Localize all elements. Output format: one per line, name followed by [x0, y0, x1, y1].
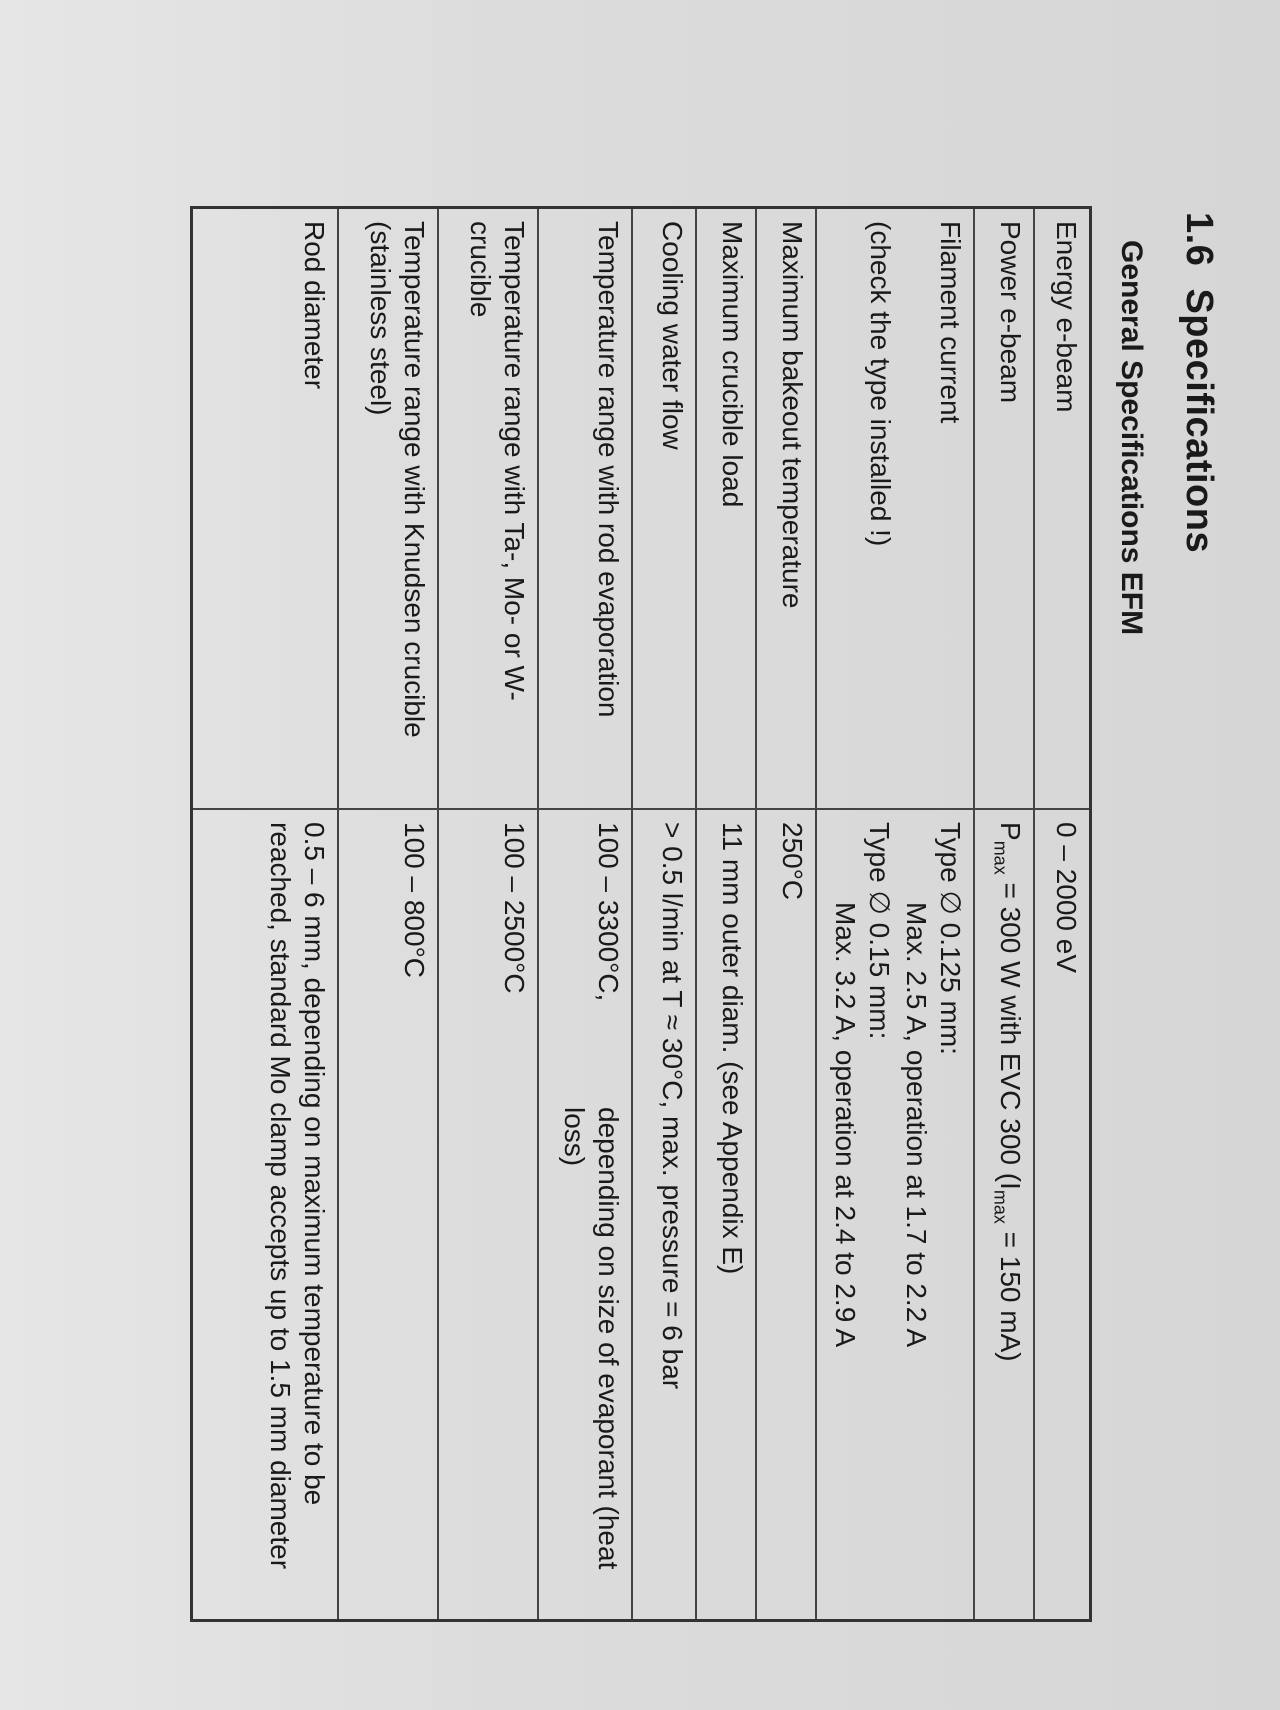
table-row	[338, 208, 438, 1621]
section-number: 1.6	[1178, 212, 1220, 267]
row-value	[974, 809, 1034, 1621]
table-row	[756, 208, 816, 1621]
table-row	[538, 208, 632, 1621]
row-label: Temperature range with rod evaporation	[538, 208, 632, 810]
rod-temp-range: 100 – 3300°C,	[593, 822, 624, 1002]
specifications-table	[190, 206, 1092, 1622]
filament-type-1: Type ∅ 0.125 mm:	[935, 822, 966, 1055]
row-label: Temperature range with Knudsen crucible (stainless steel)	[338, 208, 438, 810]
row-label: Maximum bakeout temperature	[756, 208, 816, 810]
filament-note: (check the type installed !)	[865, 221, 897, 547]
table-title: General Specifications EFM	[1115, 240, 1148, 636]
rod-temp-note: depending on size of evaporant (heat loss)	[559, 1107, 624, 1570]
row-value: 11 mm outer diam. (see Appendix E)	[696, 809, 756, 1621]
row-value: 250°C	[756, 809, 816, 1621]
filament-label: Filament current	[935, 221, 966, 424]
row-label	[816, 208, 974, 810]
row-label: Maximum crucible load	[696, 208, 756, 810]
table-row	[696, 208, 756, 1621]
value-subscript: max	[990, 840, 1011, 875]
row-value: 0.5 – 6 mm, depending on maximum temperature to be reached, standard Mo clamp accepts up to 1.5 mm diameter	[192, 809, 339, 1621]
value-part: = 300 W with EVC 300 (I	[995, 874, 1026, 1190]
row-label: Energy e-beam	[1034, 208, 1091, 810]
table-row	[192, 208, 339, 1621]
row-label: Power e-beam	[974, 208, 1034, 810]
table-row	[438, 208, 538, 1621]
value-part: = 150 mA)	[995, 1223, 1026, 1362]
row-value: > 0.5 l/min at T ≈ 30°C, max. pressure = 6 bar	[632, 809, 696, 1621]
row-value: 100 – 2500°C	[438, 809, 538, 1621]
section-title: Specifications	[1178, 288, 1220, 554]
row-value	[538, 809, 632, 1621]
value-subscript: max	[990, 1189, 1011, 1224]
filament-type-2: Type ∅ 0.15 mm:	[863, 822, 895, 1040]
table-row	[632, 208, 696, 1621]
rotated-page-content	[20, 200, 1220, 1620]
table-row	[1034, 208, 1091, 1621]
row-label: Rod diameter	[192, 208, 339, 810]
row-label: Temperature range with Ta-, Mo- or W-crucible	[438, 208, 538, 810]
table-row	[816, 208, 974, 1621]
filament-type-1-detail: Max. 2.5 A, operation at 1.7 to 2.2 A	[901, 902, 933, 1348]
row-value	[816, 809, 974, 1621]
value-part: P	[995, 822, 1026, 841]
section-heading	[1177, 212, 1220, 553]
row-value: 0 – 2000 eV	[1034, 809, 1091, 1621]
rod-temp-value	[558, 822, 625, 1607]
table-row	[974, 208, 1034, 1621]
row-value: 100 – 800°C	[338, 809, 438, 1621]
row-label: Cooling water flow	[632, 208, 696, 810]
filament-type-2-detail: Max. 3.2 A, operation at 2.4 to 2.9 A	[830, 902, 862, 1348]
